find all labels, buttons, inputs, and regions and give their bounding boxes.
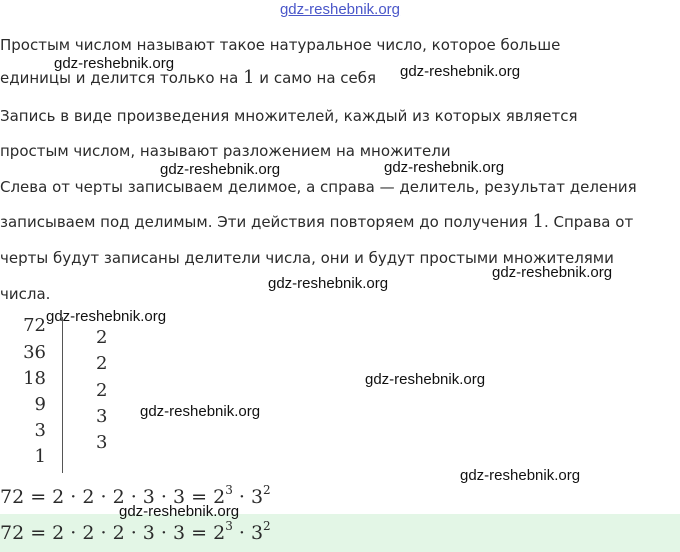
answer-exponent-2: 2 bbox=[263, 519, 271, 533]
equation-exponent-2: 2 bbox=[263, 483, 271, 497]
factorization-table bbox=[0, 313, 130, 473]
site-header-link[interactable]: gdz-reshebnik.org bbox=[279, 1, 401, 18]
dividend-cell: 1 bbox=[34, 446, 46, 467]
watermark: gdz-reshebnik.org bbox=[46, 308, 167, 325]
watermark: gdz-reshebnik.org bbox=[268, 275, 389, 292]
paragraph-3-line-2 bbox=[0, 211, 633, 232]
factorization-divider-line bbox=[62, 317, 63, 473]
factorization-equation bbox=[0, 483, 271, 508]
watermark: gdz-reshebnik.org bbox=[492, 264, 613, 281]
equation-main: 72 = 2 · 2 · 2 · 3 · 3 = 2 bbox=[0, 486, 226, 508]
watermark: gdz-reshebnik.org bbox=[140, 403, 261, 420]
answer-mid: · 3 bbox=[232, 522, 264, 544]
paragraph-2-line-1: Запись в виде произведения множителей, каждый из которых является bbox=[0, 107, 578, 125]
divisor-cell: 2 bbox=[96, 353, 108, 374]
paragraph-1-number: 1 bbox=[243, 67, 255, 88]
watermark: gdz-reshebnik.org bbox=[400, 63, 521, 80]
divisor-cell: 3 bbox=[96, 432, 108, 453]
paragraph-3-text-a: записываем под делимым. Эти действия повторяем до получения bbox=[0, 213, 533, 231]
paragraph-3-text-b: . Справа от bbox=[543, 213, 634, 231]
divisor-cell: 2 bbox=[96, 380, 108, 401]
watermark: gdz-reshebnik.org bbox=[160, 161, 281, 178]
answer-main: 72 = 2 · 2 · 2 · 3 · 3 = 2 bbox=[0, 522, 226, 544]
watermark: gdz-reshebnik.org bbox=[54, 55, 175, 72]
watermark: gdz-reshebnik.org bbox=[365, 371, 486, 388]
equation-exponent-1: 3 bbox=[225, 483, 233, 497]
dividend-cell: 9 bbox=[34, 394, 46, 415]
equation-mid: · 3 bbox=[232, 486, 264, 508]
paragraph-1-line-1: Простым числом называют такое натуральное число, которое больше bbox=[0, 36, 561, 54]
divisor-cell: 2 bbox=[96, 327, 108, 348]
paragraph-3-line-1: Слева от черты записываем делимое, а справа — делитель, результат деления bbox=[0, 178, 637, 196]
answer-equation bbox=[0, 519, 271, 544]
paragraph-1-line-2 bbox=[0, 67, 376, 88]
watermark: gdz-reshebnik.org bbox=[384, 159, 505, 176]
paragraph-2-line-2: простым числом, называют разложением на множители bbox=[0, 142, 451, 160]
paragraph-1-text-b: и само на себя bbox=[254, 69, 377, 87]
dividend-cell: 3 bbox=[34, 420, 46, 441]
watermark: gdz-reshebnik.org bbox=[119, 503, 240, 520]
dividend-cell: 36 bbox=[23, 342, 46, 363]
divisor-cell: 3 bbox=[96, 406, 108, 427]
dividend-cell: 18 bbox=[23, 368, 46, 389]
watermark: gdz-reshebnik.org bbox=[460, 467, 581, 484]
paragraph-3-line-4: числа. bbox=[0, 285, 51, 303]
paragraph-3-line-3: черты будут записаны делители числа, они и будут простыми множителями bbox=[0, 249, 614, 267]
paragraph-3-number: 1 bbox=[532, 211, 544, 232]
answer-exponent-1: 3 bbox=[225, 519, 233, 533]
dividend-cell: 72 bbox=[23, 315, 46, 336]
paragraph-1-text-a: единицы и делится только на bbox=[0, 69, 244, 87]
